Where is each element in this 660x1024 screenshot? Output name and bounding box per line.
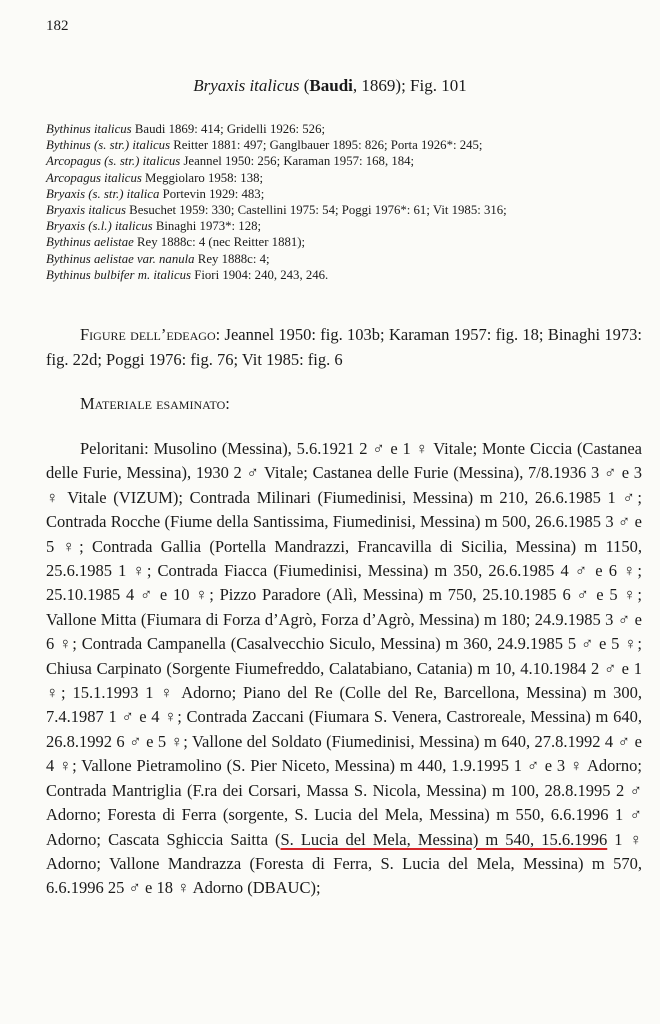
title-open-paren: ( (303, 76, 310, 95)
material-examined-heading: Materiale esaminato: (80, 394, 230, 413)
species-name: Bryaxis italicus (193, 76, 300, 95)
synonym-entry (46, 170, 646, 186)
synonym-name: Arcopagus italicus (46, 170, 142, 185)
synonym-name: Arcopagus (s. str.) italicus (46, 154, 181, 169)
synonym-refs: Meggiolaro 1958: 138; (141, 170, 264, 185)
synonym-entry (46, 137, 646, 153)
title-year-figure: , 1869); Fig. 101 (352, 76, 467, 95)
highlighted-locality: S. Lucia del Mela, Messina) m 540, 15.6.1996 (280, 829, 608, 849)
figures-references: Jeannel 1950: fig. 103b; Karaman 1957: fig. 18; Binaghi 1973: fig. 22d; Poggi 1976: fig. 76; Vit 1985: fig. 6 (46, 325, 642, 369)
synonym-name: Bythinus (s. str.) italicus (46, 138, 171, 153)
figures-heading: Figure dell’edeago: (80, 325, 221, 344)
synonym-refs: Baudi 1869: 414; Gridelli 1926: 526; (131, 122, 326, 136)
synonym-name: Bythinus aelistae var. nanula (46, 251, 195, 266)
synonym-refs: Binaghi 1973*: 128; (152, 219, 262, 234)
synonym-name: Bythinus italicus (46, 122, 132, 136)
species-title (0, 76, 660, 96)
synonym-refs: Jeannel 1950: 256; Karaman 1957: 168, 184; (180, 154, 415, 169)
species-author: Baudi (309, 76, 353, 95)
synonym-entry (46, 251, 646, 267)
synonym-name: Bythinus bulbifer m. italicus (46, 267, 192, 282)
page-number: 182 (46, 18, 69, 34)
synonym-name: Bythinus aelistae (46, 235, 134, 250)
synonym-entry (46, 202, 646, 218)
synonym-refs: Rey 1888c: 4 (nec Reitter 1881); (133, 235, 306, 250)
synonym-name: Bryaxis (s. str.) italica (46, 186, 160, 201)
synonymy-list (46, 121, 646, 283)
aedeagus-figures-paragraph (46, 322, 642, 372)
synonym-refs: Besuchet 1959: 330; Castellini 1975: 54; Poggi 1976*: 61; Vit 1985: 316; (125, 203, 507, 218)
synonym-refs: Portevin 1929: 483; (159, 186, 265, 201)
synonym-entry (46, 186, 646, 202)
synonym-entry (46, 121, 646, 137)
synonym-entry (46, 218, 646, 234)
synonym-name: Bryaxis (s.l.) italicus (46, 219, 153, 234)
synonym-refs: Fiori 1904: 240, 243, 246. (191, 267, 329, 282)
material-examined-paragraph (46, 437, 642, 901)
synonym-refs: Reitter 1881: 497; Ganglbauer 1895: 826; Porta 1926*: 245; (170, 138, 483, 153)
synonym-refs: Rey 1888c: 4; (194, 251, 270, 266)
material-text-after: 1 ♀ Adorno; Vallone Mandrazza (Foresta di Ferra, S. Lucia del Mela, Messina) m 570, 6.6.1996 25 ♂ e 18 ♀ Adorno (DBAUC); (46, 829, 643, 898)
material-text-before: Peloritani: Musolino (Messina), 5.6.1921 2 ♂ e 1 ♀ Vitale; Monte Ciccia (Castanea delle Furie, Messina), 1930 2 ♂ Vitale; Castanea delle Furie (Messina), 7/8.1936 3 ♂ e 3 ♀ Vitale (VIZUM); Contrada Milinari (Fiumedinisi, Messina) m 210, 26.6.1985 1 ♂; Contrada Rocche (Fiume della Santissima, Fiumedinisi, Messina) m 500, 26.6.1985 3 ♂ e 5 ♀; Contrada Gallia (Portella Mandrazzi, Francavilla di Sicilia, Messina) m 1150, 25.6.1985 1 ♀; Contrada Fiacca (Fiumedinisi, Messina) m 350, 26.6.1985 4 ♂ e 6 ♀; 25.10.1985 4 ♂ e 10 ♀; Pizzo Paradore (Alì, Messina) m 750, 25.10.1985 6 ♂ e 5 ♀; Vallone Mitta (Fiumara di Forza d’Agrò, Forza d’Agrò, Messina) m 180; 24.9.1985 3 ♂ e 6 ♀; Contrada Campanella (Casalvecchio Siculo, Messina) m 360, 24.9.1985 5 ♂ e 5 ♀; Chiusa Carpinato (Sorgente Fiumefreddo, Calatabiano, Catania) m 10, 4.10.1984 2 ♂ e 1 ♀; 15.1.1993 1 ♀ Adorno; Piano del Re (Colle del Re, Barcellona, Messina) m 300, 7.4.1987 1 ♂ e 4 ♀; Contrada Zaccani (Fiumara S. Venera, Castroreale, Messina) m 640, 26.8.1992 6 ♂ e 5 ♀; Vallone del Soldato (Fiumedinisi, Messina) m 640, 27.8.1992 4 ♂ e 4 ♀; Vallone Pietramolino (S. Pier Niceto, Messina) m 440, 1.9.1995 1 ♂ e 3 ♀ Adorno; Contrada Mantriglia (F.ra dei Corsari, Massa S. Nicola, Messina) m 100, 28.8.1995 2 ♂ Adorno; Foresta di Ferra (sorgente, S. Lucia del Mela, Messina) m 550, 6.6.1996 1 ♂ Adorno; Cascata Sghiccia Saitta ( (46, 439, 642, 849)
synonym-entry (46, 267, 646, 283)
synonym-entry (46, 234, 646, 250)
synonym-name: Bryaxis italicus (46, 203, 126, 218)
synonym-entry (46, 153, 646, 169)
